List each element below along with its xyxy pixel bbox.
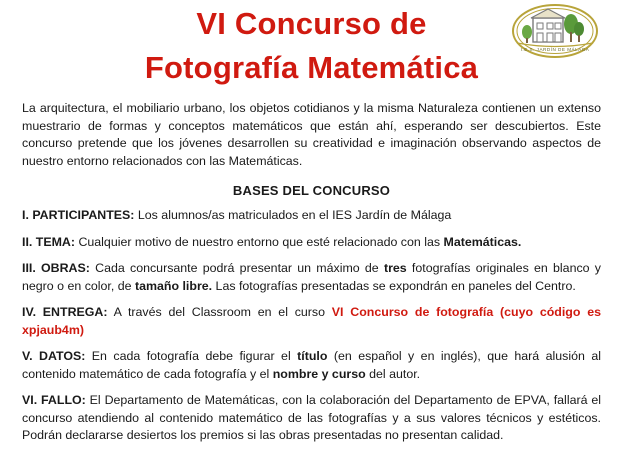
clause-label: VI. FALLO: [22, 393, 86, 407]
clause-text: Cualquier motivo de nuestro entorno que esté relacionado con las [75, 234, 444, 249]
clause-text: Las fotografías presentadas se expondrán en paneles del Centro. [212, 278, 576, 293]
clause-label: IV. ENTREGA: [22, 305, 108, 319]
clause-item [22, 260, 601, 295]
svg-text:I.E.S. JARDÍN DE MÁLAGA: I.E.S. JARDÍN DE MÁLAGA [520, 47, 590, 52]
clause-item [22, 207, 601, 225]
clause-highlight: VI Concurso de fotografía (cuyo código es xpjaub4m) [22, 305, 601, 337]
intro-paragraph: La arquitectura, el mobiliario urbano, los objetos cotidianos y la misma Naturaleza contienen un extenso muestrario de formas y conceptos matemáticos que están ahí, esperando ser descubiertos. Este concurso pretende que los jóvenes desarrollen su creatividad e imaginación observando aspectos de nuestro entorno relacionados con las Matemáticas. [22, 101, 601, 168]
clause-item [22, 304, 601, 339]
clause-text: nombre y curso [272, 366, 366, 381]
clause-label: V. DATOS: [22, 349, 86, 363]
clause-text: A través del Classroom en el curso [107, 305, 332, 319]
clause-text: fotografías originales en blanco y negro o en color, de [22, 261, 601, 293]
clause-text: En cada fotografía debe figurar el [85, 349, 298, 363]
clause-text: Matemáticas. [443, 234, 522, 249]
bases-heading: BASES DEL CONCURSO [232, 183, 391, 198]
clause-text: del autor. [365, 366, 421, 381]
clause-list [0, 207, 623, 445]
clause-label: II. TEMA: [22, 234, 75, 249]
title-line-1: VI Concurso de [196, 6, 427, 41]
clause-item [22, 392, 601, 445]
clause-text: tamaño libre. [134, 278, 213, 293]
title-line-2: Fotografía Matemática [144, 50, 479, 85]
clause-text: Los alumnos/as matriculados en el IES Jardín de Málaga [134, 208, 452, 222]
clause-text: El Departamento de Matemáticas, con la colaboración del Departamento de EPVA, fallará el concurso atendiendo al contenido matemático de las fotografías y a sus valores técnicos y estéticos. Podrán declararse desiertos los premios si las obras presentadas no presentan calidad. [22, 393, 602, 442]
clause-text: (en español y en inglés), que hará alusión al contenido matemático de cada fotografía y el [22, 349, 601, 381]
school-logo-icon [509, 2, 601, 60]
clause-text: Cada concursante podrá presentar un máximo de [89, 261, 384, 275]
clause-text: título [297, 349, 328, 363]
clause-item [22, 234, 601, 252]
clause-label: I. PARTICIPANTES: [22, 208, 135, 222]
clause-item [22, 348, 601, 383]
clause-text: tres [383, 261, 407, 275]
clause-label: III. OBRAS: [22, 261, 90, 275]
